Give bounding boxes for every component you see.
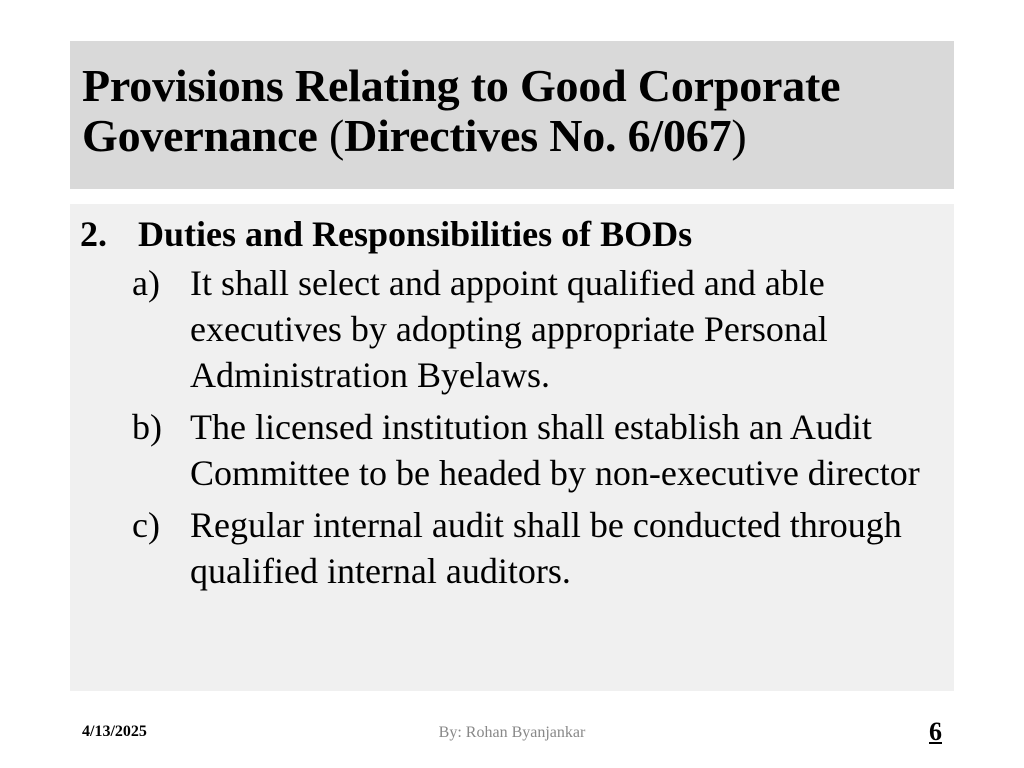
item-text: Regular internal audit shall be conducted through qualified internal auditors. xyxy=(190,505,902,591)
title-banner xyxy=(70,41,954,189)
list-item xyxy=(132,502,954,594)
section-heading-text: Duties and Responsibilities of BODs xyxy=(138,214,693,254)
page-number: 6 xyxy=(929,717,942,746)
section-heading xyxy=(80,214,954,254)
title-main: Provisions Relating to Good Corporate Governance xyxy=(82,60,841,161)
footer-date: 4/13/2025 xyxy=(82,723,147,740)
title-paren-open: ( xyxy=(328,110,345,161)
footer-author: By: Rohan Byanjankar xyxy=(438,724,586,741)
content-panel xyxy=(70,204,954,691)
item-marker: b) xyxy=(132,407,162,447)
slide-title xyxy=(82,61,954,161)
item-marker: a) xyxy=(132,263,160,303)
section-number: 2. xyxy=(80,214,107,254)
title-paren-close: ) xyxy=(731,110,747,161)
list-item xyxy=(132,260,954,398)
duties-list xyxy=(80,260,954,594)
item-marker: c) xyxy=(132,505,160,545)
item-text: The licensed institution shall establish an Audit Committee to be headed by non-executive director xyxy=(190,407,920,493)
list-item xyxy=(132,404,954,496)
item-text: It shall select and appoint qualified and able executives by adopting appropriate Personal Administration Byelaws. xyxy=(190,263,828,395)
title-directive: Directives No. 6/067 xyxy=(344,110,732,161)
